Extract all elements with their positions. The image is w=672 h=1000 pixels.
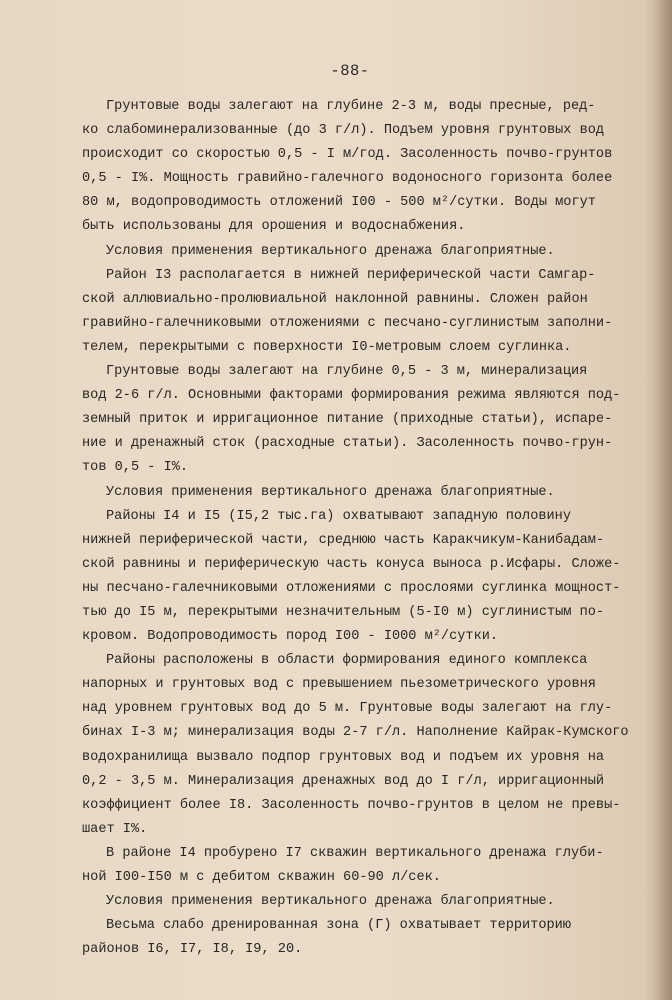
text-line: Условия применения вертикального дренажа благоприятные. [106, 484, 555, 500]
text-line: ко слабоминерализованные (до 3 г/л). Подъем уровня грунтовых вод [82, 123, 605, 139]
text-line: 0,5 - I%. Мощность гравийно-галечного водоносного горизонта более [82, 171, 613, 187]
body-text [82, 95, 662, 962]
text-line: 80 м, водопроводимость отложений I00 - 500 м²/сутки. Воды могут [82, 195, 596, 211]
text-line: над уровнем грунтовых вод до 5 м. Грунтовые воды залегают на глу- [82, 701, 613, 717]
text-line: вод 2-6 г/л. Основными факторами формирования режима являются под- [82, 388, 621, 404]
text-line: бинах I-3 м; минерализация воды 2-7 г/л. Наполнение Кайрак-Кумского [82, 725, 629, 741]
text-line: Грунтовые воды залегают на глубине 0,5 - 3 м, минерализация [106, 364, 588, 380]
text-line: быть использованы для орошения и водоснабжения. [82, 219, 466, 235]
text-line: нижней периферической части, среднюю часть Каракчикум-Канибадам- [82, 532, 605, 548]
text-line: Условия применения вертикального дренажа благоприятные. [106, 243, 555, 259]
text-line: Район I3 располагается в нижней периферической части Самгар- [106, 267, 596, 283]
text-line: тью до I5 м, перекрытыми незначительным (5-I0 м) суглинистым по- [82, 604, 605, 620]
text-line: В районе I4 пробурено I7 скважин вертикального дренажа глуби- [106, 845, 604, 861]
text-line: Грунтовые воды залегают на глубине 2-3 м, воды пресные, ред- [106, 99, 596, 114]
text-line: ской равнины и периферическую часть конуса выноса р.Исфары. Сложе- [82, 556, 621, 572]
text-line: водохранилища вызвало подпор грунтовых вод и подъем их уровня на [82, 749, 605, 765]
text-line: Условия применения вертикального дренажа благоприятные. [106, 894, 555, 910]
text-line: 0,2 - 3,5 м. Минерализация дренажных вод до I г/л, ирригационный [82, 773, 605, 789]
text-line: тов 0,5 - I%. [82, 460, 189, 476]
text-line: ны песчано-галечниковыми отложениями с прослоями суглинка мощност- [82, 580, 621, 596]
text-line: земный приток и ирригационное питание (приходные статьи), испаре- [82, 412, 613, 428]
text-line: районов I6, I7, I8, I9, 20. [82, 942, 303, 958]
text-line: гравийно-галечниковыми отложениями с песчано-суглинистым заполни- [82, 315, 613, 331]
text-line: телем, перекрытыми с поверхности I0-метровым слоем суглинка. [82, 339, 572, 355]
text-line: Весьма слабо дренированная зона (Г) охватывает территорию [106, 918, 571, 934]
text-line: ской аллювиально-пролювиальной наклонной равнины. Сложен район [82, 291, 588, 307]
text-line: ние и дренажный сток (расходные статьи). Засоленность почво-грун- [82, 436, 613, 452]
text-line: ной I00-I50 м с дебитом скважин 60-90 л/сек. [82, 870, 441, 885]
page-edge-shadow [654, 0, 672, 1000]
page-number: -88- [330, 62, 370, 80]
text-line: напорных и грунтовых вод с превышением пьезометрического уровня [82, 677, 596, 693]
text-line: шает I%. [82, 821, 148, 837]
text-line: происходит со скоростью 0,5 - I м/год. Засоленность почво-грунтов [82, 147, 613, 163]
text-line: Районы расположены в области формирования единого комплекса [106, 653, 588, 669]
text-line: Районы I4 и I5 (I5,2 тыс.га) охватывают западную половину [106, 508, 571, 524]
text-line: коэффициент более I8. Засоленность почво-грунтов в целом не превы- [82, 797, 621, 813]
text-line: кровом. Водопроводимость пород I00 - I000 м²/сутки. [82, 629, 499, 645]
